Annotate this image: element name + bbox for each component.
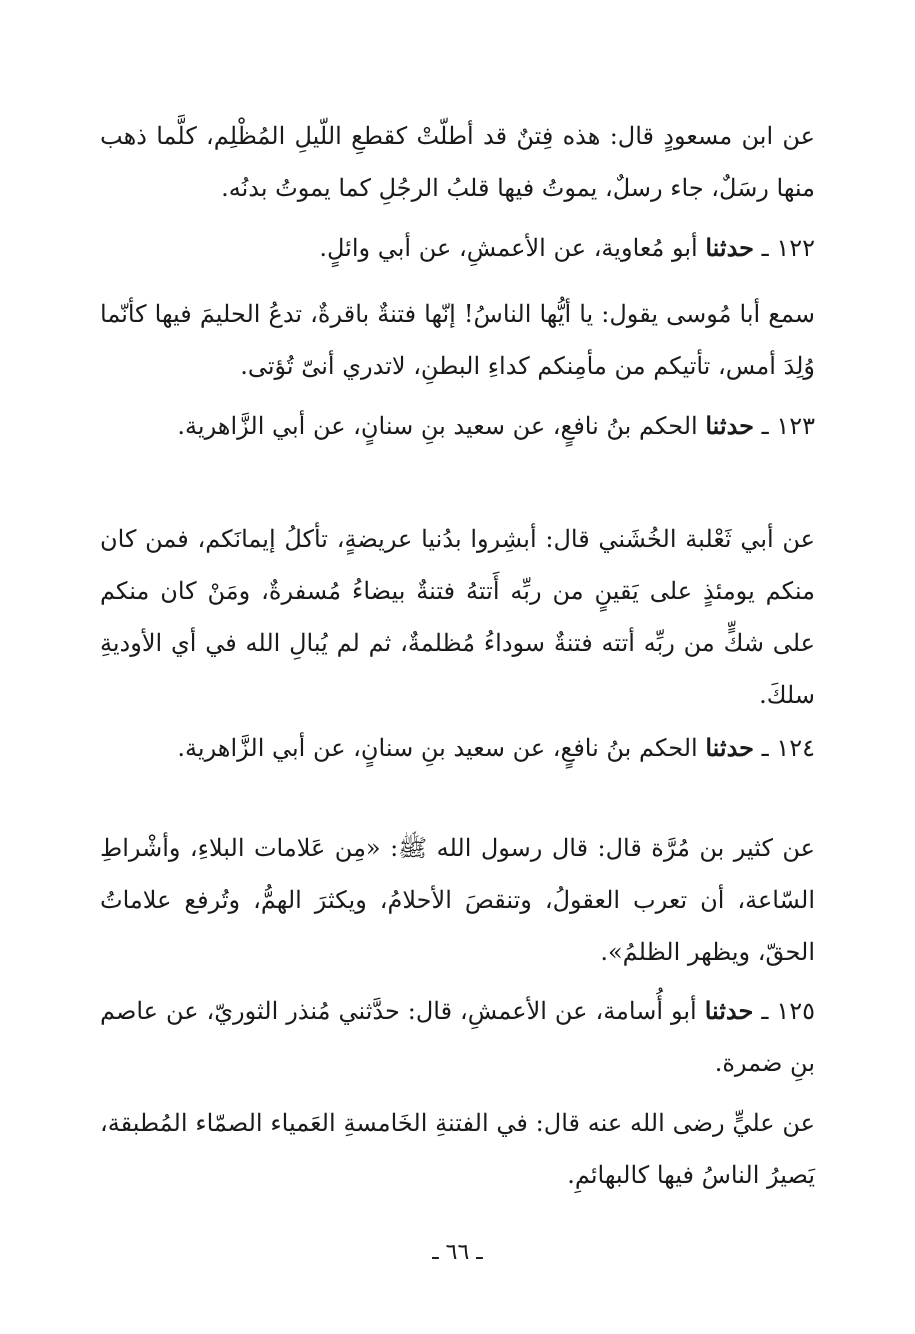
paragraph-ibn-masud: عن ابن مسعودٍ قال: هذه فِتنٌ قد أطلّتْ كقطعِ اللّيلِ المُظْلِم، كلَّما ذهب منها رسَلٌ، جاء رسلٌ، يموتُ فيها قلبُ الرجُلِ كما يموتُ بدنُه. [100, 122, 815, 202]
paragraph-abu-thalaba: عن أبي ثَعْلبة الخُشَني قال: أبشِروا بدُنيا عريضةٍ، تأكلُ إيمانَكم، فمن كان منكم يومئذٍ على يَقينٍ من ربِّه أَتتهُ فتنةٌ بيضاءُ مُسفرةٌ، ومَنْ كان منكم على شكٍّ من ربِّه أتته فتنةٌ سوداءُ مُظلمةٌ، ثم لم يُبالِ الله في أي الأوديةِ سلكَ. [100, 525, 815, 709]
hadith-number: ١٢٢ ـ [761, 234, 815, 262]
hadathana-keyword: حدثنا [704, 996, 754, 1025]
chain-text: أبو مُعاوية، عن الأعمشِ، عن أبي وائلٍ. [319, 234, 698, 262]
page-number: ـ ٦٦ ـ [432, 1240, 483, 1265]
chain-text: الحكم بنُ نافعٍ، عن سعيد بنِ سنانٍ، عن أبي الزَّاهرية. [177, 412, 698, 440]
hadith-number: ١٢٤ ـ [761, 734, 815, 762]
paragraph-abu-musa: سمع أبا مُوسى يقول: يا أيُّها الناسُ! إنّها فتنةٌ باقرةٌ، تدعُ الحليمَ فيها كأنّما وُلِدَ أمس، تأتيكم من مأمِنكم كداءِ البطنِ، لاتدري أنىّ تُؤتى. [100, 300, 815, 380]
hadith-number: ١٢٥ ـ [761, 997, 815, 1025]
paragraph-ali: عن عليٍّ رضى الله عنه قال: في الفتنةِ الخَامسةِ العَمياء الصمّاء المُطبقة، يَصيرُ الناسُ فيها كالبهائمِ. [100, 1109, 815, 1189]
paragraph-kathir: عن كثير بن مُرَّة قال: قال رسول الله ﷺ: «مِن عَلامات البلاءِ، وأشْراطِ السّاعة، أن تعرب العقولُ، وتنقصَ الأحلامُ، ويكثرَ الهمُّ، وتُرفع علاماتُ الحقّ، ويظهر الظلمُ». [100, 834, 815, 966]
hadathana-keyword: حدثنا [705, 233, 755, 262]
hadith-123-chain [100, 400, 815, 452]
hadith-124-chain [100, 722, 815, 774]
hadathana-keyword: حدثنا [705, 733, 755, 762]
chain-text: أبو أُسامة، عن الأعمشِ، قال: حدَّثني مُنذر الثوريّ، عن عاصم بنِ ضمرة. [100, 997, 815, 1077]
chain-text: الحكم بنُ نافعٍ، عن سعيد بنِ سنانٍ، عن أبي الزَّاهرية. [177, 734, 698, 762]
hadith-122-chain [100, 222, 815, 274]
hadith-125-chain [100, 985, 815, 1089]
hadith-number: ١٢٣ ـ [761, 412, 815, 440]
hadathana-keyword: حدثنا [705, 411, 755, 440]
